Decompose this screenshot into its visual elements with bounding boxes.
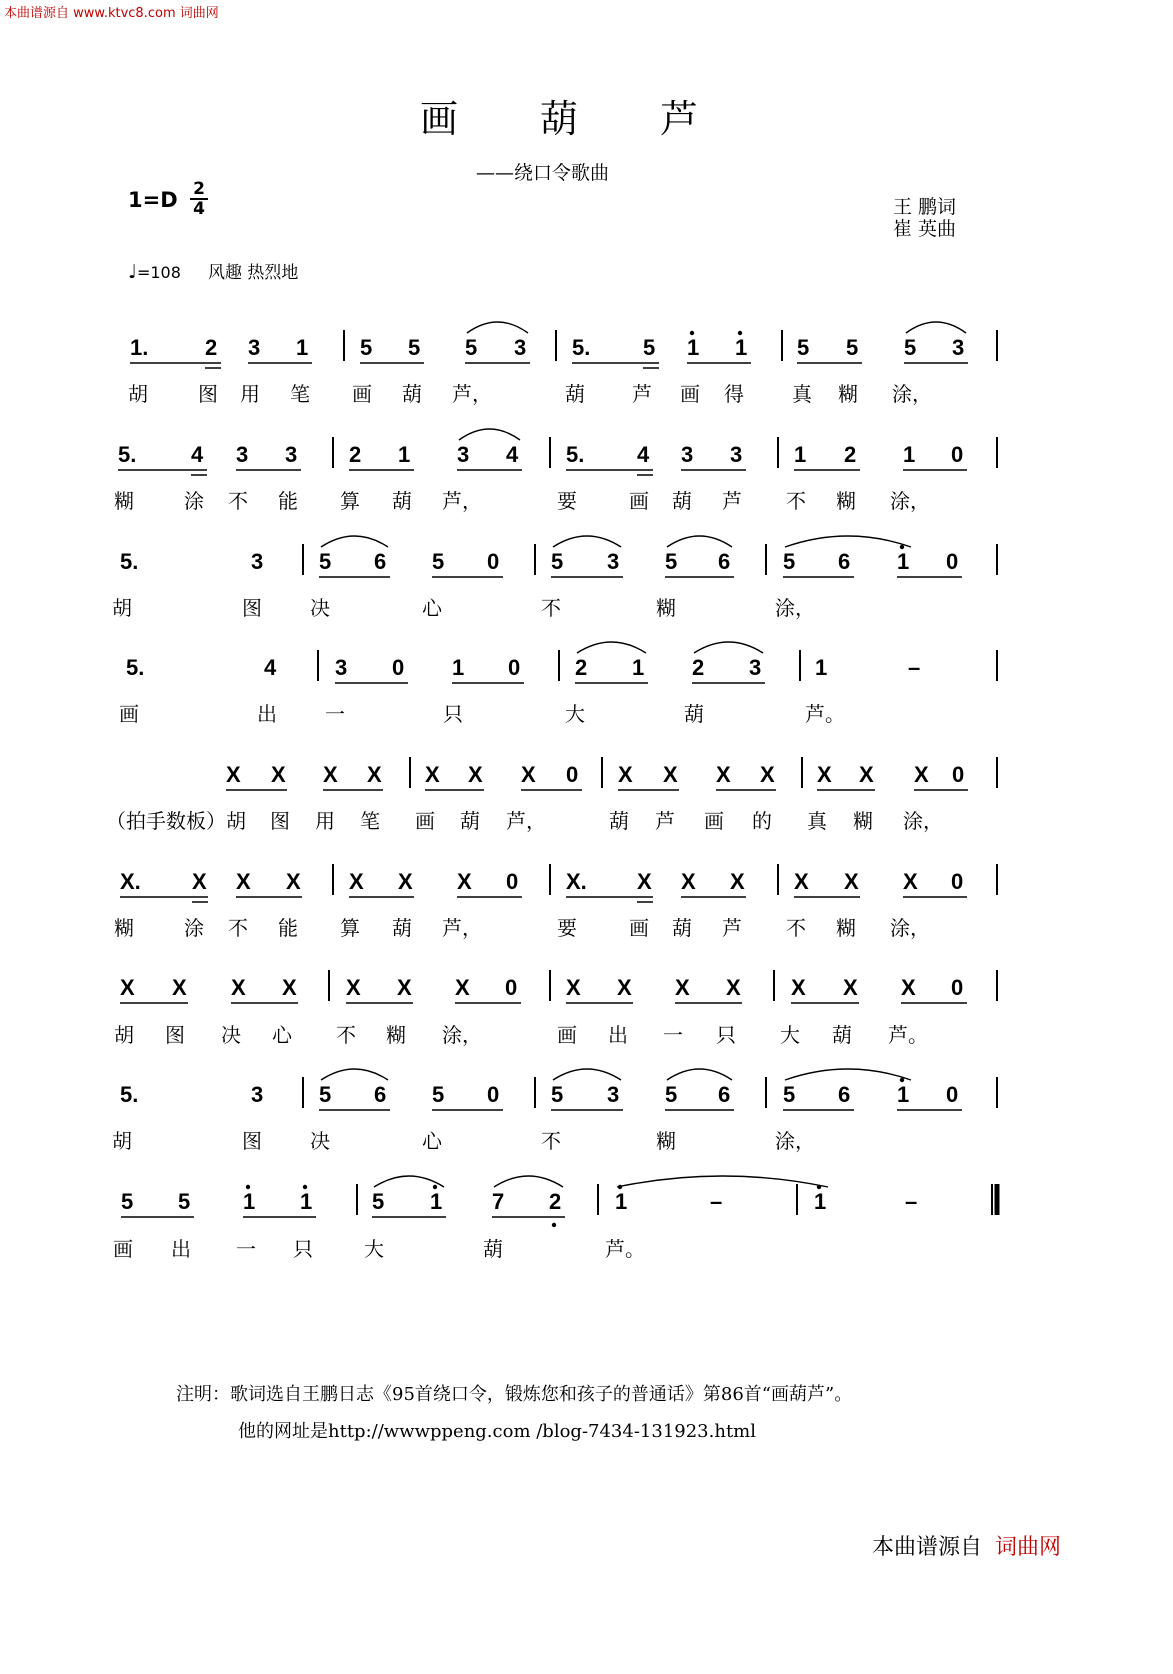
note: X: [323, 762, 338, 787]
lyric-syllable: 算: [340, 489, 360, 513]
lyric-syllable: 画: [629, 489, 649, 513]
note: X: [457, 869, 472, 894]
note: 6: [838, 1082, 851, 1107]
slur: [321, 536, 388, 547]
note: X: [618, 762, 633, 787]
lyric-syllable: 葫: [832, 1023, 852, 1047]
note: 1: [897, 1082, 910, 1107]
lyric-syllable: 糊: [853, 809, 873, 833]
lyric-syllable: 真: [792, 382, 812, 406]
octave-dot-high: [246, 1185, 250, 1189]
source-note-line-1: 注明：歌词选自王鹏日志《95首绕口令，锻炼您和孩子的普通话》第86首“画葫芦”。: [176, 1384, 853, 1405]
note: 4: [506, 442, 519, 467]
note: X: [468, 762, 483, 787]
note: 5: [783, 1082, 796, 1107]
note: X: [791, 975, 806, 1000]
slur: [321, 1069, 388, 1080]
slur: [459, 429, 520, 440]
slur: [667, 536, 732, 547]
lyric-syllable: 涂: [184, 489, 204, 513]
note: 2: [205, 335, 218, 360]
lyric-syllable: 画: [680, 382, 700, 406]
note: X: [843, 975, 858, 1000]
lyric-syllable: 芦: [722, 489, 742, 513]
note: X: [271, 762, 286, 787]
note: 0: [946, 549, 959, 574]
lyric-syllable: 涂，: [892, 382, 932, 406]
lyric-syllable: 大: [565, 702, 585, 726]
lyric-syllable: 涂，: [903, 809, 943, 833]
octave-dot-high: [900, 1078, 904, 1082]
lyric-syllable: 涂，: [442, 1023, 482, 1047]
song-subtitle: ——绕口令歌曲: [476, 162, 610, 184]
note: X: [617, 975, 632, 1000]
note: 1: [243, 1189, 256, 1214]
note: 4: [191, 442, 204, 467]
note: X: [637, 869, 652, 894]
lyric-syllable: 算: [340, 916, 360, 940]
note: 5: [904, 335, 917, 360]
lyric-syllable: 大: [780, 1023, 800, 1047]
lyric-syllable: 胡: [112, 1129, 132, 1153]
lyric-syllable: 涂，: [890, 489, 930, 513]
lyric-syllable: 画: [352, 382, 372, 406]
note: 1: [735, 335, 748, 360]
song-title: 画 葫 芦: [420, 97, 701, 141]
lyric-syllable: 出: [608, 1023, 628, 1047]
lyric-syllable: 芦: [655, 809, 675, 833]
note: X: [192, 869, 207, 894]
note: 5: [360, 335, 373, 360]
note: 5: [319, 549, 332, 574]
lyric-syllable: 只: [293, 1237, 313, 1261]
lyric-syllable: 葫: [402, 382, 422, 406]
note: X: [726, 975, 741, 1000]
note: 3: [607, 1082, 620, 1107]
note: X: [236, 869, 251, 894]
octave-dot-high: [433, 1185, 437, 1189]
lyric-syllable: 画: [119, 702, 139, 726]
footer-brand-site: 词曲网: [995, 1535, 1062, 1560]
key-signature: 1=D: [128, 188, 178, 212]
note: 1: [794, 442, 807, 467]
note: 5: [846, 335, 859, 360]
note: 6: [838, 549, 851, 574]
note: 5: [178, 1189, 191, 1214]
note: 2: [549, 1189, 562, 1214]
score-system: [113, 1184, 997, 1261]
lyric-syllable: 葫: [460, 809, 480, 833]
slur: [553, 536, 621, 547]
lyric-syllable: 图: [242, 596, 262, 620]
slur: [785, 536, 911, 547]
note: X: [521, 762, 536, 787]
lyric-syllable: 一: [325, 702, 345, 726]
slur: [906, 322, 966, 333]
note: X: [817, 762, 832, 787]
note: 3: [248, 335, 261, 360]
note: 0: [952, 762, 965, 787]
note: –: [710, 1189, 723, 1214]
lyric-syllable: 芦: [632, 382, 652, 406]
lyric-syllable: 胡: [128, 382, 148, 406]
note: X: [397, 975, 412, 1000]
note: 2: [575, 655, 588, 680]
lyric-syllable: 葫: [672, 489, 692, 513]
lyric-syllable: 胡: [114, 1023, 134, 1047]
lyric-syllable: 糊: [386, 1023, 406, 1047]
note: X: [346, 975, 361, 1000]
lyric-syllable: 不: [786, 489, 806, 513]
note: 2: [349, 442, 362, 467]
note: X: [367, 762, 382, 787]
lyric-syllable: 涂，: [890, 916, 930, 940]
lyric-syllable: 心: [422, 596, 442, 620]
tempo-expression: 风趣 热烈地: [208, 263, 299, 283]
note: X: [398, 869, 413, 894]
note: 5: [319, 1082, 332, 1107]
slur: [374, 1176, 444, 1187]
lyric-syllable: 不: [228, 916, 248, 940]
footer-brand-source: 本曲谱源自: [872, 1535, 983, 1560]
note: –: [905, 1189, 918, 1214]
time-signature-bottom: 4: [193, 199, 205, 219]
note: 3: [236, 442, 249, 467]
lyric-syllable: 涂: [184, 916, 204, 940]
note: 0: [946, 1082, 959, 1107]
note: 0: [505, 975, 518, 1000]
score-system: [128, 330, 997, 406]
lyric-syllable: 要: [557, 489, 577, 513]
site-header: 本曲谱源自 www.ktvc8.com 词曲网: [4, 6, 219, 21]
note: X: [663, 762, 678, 787]
lyric-syllable: 决: [221, 1023, 241, 1047]
note: 1: [687, 335, 700, 360]
note: 5.: [120, 1082, 139, 1107]
note: X: [282, 975, 297, 1000]
note: 3: [285, 442, 298, 467]
lyric-syllable: 出: [171, 1237, 191, 1261]
note: 7: [492, 1189, 505, 1214]
score-system: [119, 650, 997, 726]
lyric-syllable: 葫: [609, 809, 629, 833]
note: 5: [783, 549, 796, 574]
note: 1: [632, 655, 645, 680]
lyric-syllable: 不: [541, 1129, 561, 1153]
lyric-syllable: 得: [724, 382, 744, 406]
note: 3: [681, 442, 694, 467]
note: 0: [487, 1082, 500, 1107]
note: X.: [566, 869, 587, 894]
octave-dot-high: [738, 331, 742, 335]
note: X: [231, 975, 246, 1000]
lyric-syllable: 图: [242, 1129, 262, 1153]
score-system: [106, 757, 997, 833]
note: 1: [815, 655, 828, 680]
slur: [494, 1176, 563, 1187]
lyric-syllable: 要: [557, 916, 577, 940]
note: 5: [432, 549, 445, 574]
note: 5: [408, 335, 421, 360]
lyric-syllable: 芦，: [442, 489, 482, 513]
note: 3: [952, 335, 965, 360]
note: 5: [465, 335, 478, 360]
octave-dot-high: [690, 331, 694, 335]
lyric-syllable: 大: [364, 1237, 384, 1261]
note: 5.: [120, 549, 139, 574]
note: X: [455, 975, 470, 1000]
time-signature-top: 2: [190, 180, 208, 200]
lyric-syllable: 能: [278, 916, 298, 940]
note: 6: [374, 1082, 387, 1107]
lyric-syllable: 糊: [656, 1129, 676, 1153]
note: –: [908, 655, 921, 680]
note: 5: [665, 549, 678, 574]
note: 5: [372, 1189, 385, 1214]
note: 1: [300, 1189, 313, 1214]
lyric-syllable: 糊: [836, 916, 856, 940]
note: 1: [452, 655, 465, 680]
footer-brand: [872, 1530, 1061, 1561]
note: 0: [506, 869, 519, 894]
octave-dot-high: [900, 545, 904, 549]
source-note-line-2: 他的网址是http://wwwppeng.com /blog-7434-131923.html: [238, 1421, 757, 1442]
note: X: [349, 869, 364, 894]
note: 3: [607, 549, 620, 574]
lyric-syllable: 图: [198, 382, 218, 406]
octave-dot-low: [552, 1223, 556, 1227]
lyric-syllable: 画: [113, 1237, 133, 1261]
note: 5.: [126, 655, 145, 680]
note: 0: [508, 655, 521, 680]
note: 1.: [130, 335, 149, 360]
lyric-syllable: （拍手数板）胡: [106, 809, 246, 833]
lyric-syllable: 胡: [112, 596, 132, 620]
lyric-syllable: 芦。: [888, 1023, 928, 1047]
lyric-syllable: 心: [272, 1023, 292, 1047]
score-system: [114, 437, 997, 513]
lyric-syllable: 芦。: [805, 702, 845, 726]
note: X: [844, 869, 859, 894]
lyric-syllable: 糊: [114, 489, 134, 513]
note: 0: [951, 869, 964, 894]
lyric-syllable: 不: [336, 1023, 356, 1047]
note: 5.: [566, 442, 585, 467]
lyric-syllable: 图: [270, 809, 290, 833]
note: 4: [264, 655, 277, 680]
lyric-syllable: 图: [165, 1023, 185, 1047]
lyric-syllable: 糊: [838, 382, 858, 406]
note: 1: [897, 549, 910, 574]
note: 5: [551, 549, 564, 574]
lyric-syllable: 芦: [722, 916, 742, 940]
quarter-note-icon: ♩: [128, 261, 137, 283]
lyric-syllable: 只: [443, 702, 463, 726]
note: 0: [951, 975, 964, 1000]
tempo-value: =108: [136, 263, 181, 282]
lyric-syllable: 出: [257, 702, 277, 726]
lyricist-credit: 王 鹏词: [893, 196, 957, 218]
slur: [667, 1069, 732, 1080]
note: X: [859, 762, 874, 787]
lyric-syllable: 糊: [656, 596, 676, 620]
lyric-syllable: 心: [422, 1129, 442, 1153]
slur: [785, 1069, 911, 1080]
lyric-syllable: 芦，: [452, 382, 492, 406]
lyric-syllable: 葫: [392, 489, 412, 513]
note: X: [425, 762, 440, 787]
note: 3: [514, 335, 527, 360]
note: X: [901, 975, 916, 1000]
note: X: [730, 869, 745, 894]
note: X.: [120, 869, 141, 894]
note: 1: [903, 442, 916, 467]
slur: [694, 642, 763, 653]
lyric-syllable: 画: [557, 1023, 577, 1047]
note: 5.: [118, 442, 137, 467]
lyric-syllable: 葫: [565, 382, 585, 406]
note: X: [914, 762, 929, 787]
note: 5: [665, 1082, 678, 1107]
score-system: [114, 970, 997, 1047]
composer-credit: 崔 英曲: [893, 218, 957, 240]
lyric-syllable: 涂，: [775, 596, 815, 620]
slur: [577, 642, 646, 653]
slur: [553, 1069, 621, 1080]
note: 6: [374, 549, 387, 574]
lyric-syllable: 能: [278, 489, 298, 513]
lyric-syllable: 葫: [392, 916, 412, 940]
note: 5.: [572, 335, 591, 360]
lyric-syllable: 用: [315, 809, 335, 833]
note: X: [675, 975, 690, 1000]
note: 3: [457, 442, 470, 467]
note: 5: [121, 1189, 134, 1214]
note: 0: [951, 442, 964, 467]
note: 5: [551, 1082, 564, 1107]
lyric-syllable: 笔: [290, 382, 310, 406]
note: 6: [718, 549, 731, 574]
octave-dot-high: [303, 1185, 307, 1189]
note: 2: [844, 442, 857, 467]
note: X: [681, 869, 696, 894]
lyric-syllable: 不: [541, 596, 561, 620]
lyric-syllable: 画: [704, 809, 724, 833]
note: 5: [797, 335, 810, 360]
lyric-syllable: 只: [716, 1023, 736, 1047]
lyric-syllable: 芦，: [506, 809, 546, 833]
note: 1: [814, 1189, 827, 1214]
note: 6: [718, 1082, 731, 1107]
note: X: [903, 869, 918, 894]
note: 2: [692, 655, 705, 680]
note: 3: [730, 442, 743, 467]
note: X: [716, 762, 731, 787]
lyric-syllable: 决: [310, 1129, 330, 1153]
note: 3: [749, 655, 762, 680]
note: 5: [432, 1082, 445, 1107]
lyric-syllable: 一: [663, 1023, 683, 1047]
score-system: [112, 1077, 997, 1153]
lyric-syllable: 用: [240, 382, 260, 406]
slur: [467, 322, 528, 333]
lyric-syllable: 糊: [114, 916, 134, 940]
lyric-syllable: 芦。: [605, 1237, 645, 1261]
lyric-syllable: 画: [415, 809, 435, 833]
note: X: [172, 975, 187, 1000]
note: 1: [615, 1189, 628, 1214]
lyric-syllable: 葫: [684, 702, 704, 726]
note: 1: [398, 442, 411, 467]
note: 0: [487, 549, 500, 574]
lyric-syllable: 真: [807, 809, 827, 833]
score-system: [112, 544, 997, 620]
lyric-syllable: 葫: [672, 916, 692, 940]
note: 4: [637, 442, 650, 467]
note: X: [120, 975, 135, 1000]
note: X: [794, 869, 809, 894]
note: 3: [335, 655, 348, 680]
note: X: [566, 975, 581, 1000]
note: 5: [643, 335, 656, 360]
lyric-syllable: 糊: [836, 489, 856, 513]
note: 3: [251, 549, 264, 574]
lyric-syllable: 葫: [483, 1237, 503, 1261]
note: X: [226, 762, 241, 787]
score-system: [114, 864, 997, 940]
note: 1: [296, 335, 309, 360]
note: X: [760, 762, 775, 787]
note: X: [286, 869, 301, 894]
lyric-syllable: 不: [228, 489, 248, 513]
note: 1: [430, 1189, 443, 1214]
lyric-syllable: 涂，: [775, 1129, 815, 1153]
lyric-syllable: 画: [629, 916, 649, 940]
note: 0: [392, 655, 405, 680]
lyric-syllable: 决: [310, 596, 330, 620]
lyric-syllable: 不: [786, 916, 806, 940]
lyric-syllable: 芦，: [442, 916, 482, 940]
note: 0: [566, 762, 579, 787]
lyric-syllable: 的: [752, 809, 772, 833]
note: 3: [251, 1082, 264, 1107]
lyric-syllable: 一: [236, 1237, 256, 1261]
lyric-syllable: 笔: [360, 809, 380, 833]
